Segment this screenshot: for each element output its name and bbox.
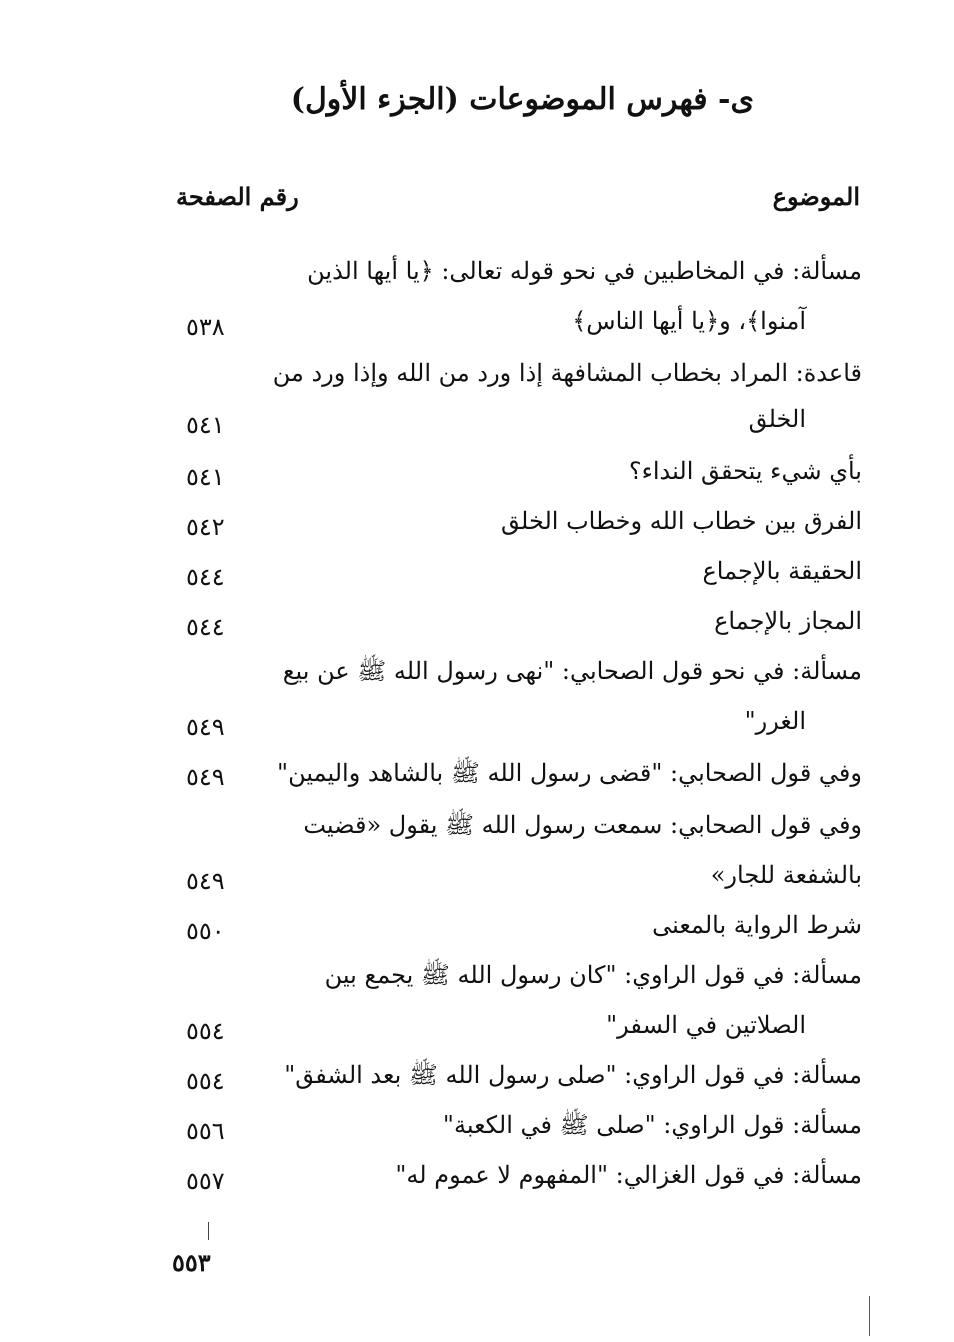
entry-line: قاعدة: المراد بخطاب المشافهة إذا ورد من الله وإذا ورد من — [272, 359, 862, 387]
entry-page-number: ٥٤٩ — [186, 713, 225, 741]
scan-mark — [208, 1222, 209, 1240]
entry-line: مسألة: في قول الراوي: "صلى رسول الله ﷺ بعد الشفق" — [284, 1061, 862, 1089]
entry-line: الحقيقة بالإجماع — [702, 557, 862, 585]
entry-line: مسألة: في المخاطبين في نحو قوله تعالى: ﴿يا أيها الذين — [307, 257, 862, 285]
entry-line: مسألة: في قول الراوي: "كان رسول الله ﷺ يجمع بين — [324, 961, 862, 989]
entry-page-number: ٥٤٢ — [186, 513, 225, 541]
entry-page-number: ٥٣٨ — [186, 313, 225, 341]
entry-page-number: ٥٤٩ — [186, 763, 225, 791]
entry-line: آمنوا﴾، و﴿يا أيها الناس﴾ — [572, 307, 806, 335]
entry-page-number: ٥٥٦ — [186, 1117, 225, 1145]
column-header-topic: الموضوع — [772, 182, 860, 211]
entry-line: الخلق — [748, 405, 806, 433]
entry-page-number: ٥٥٧ — [186, 1167, 225, 1195]
entry-line: الفرق بين خطاب الله وخطاب الخلق — [501, 507, 862, 535]
entry-line: الغرر" — [744, 707, 806, 735]
entry-line: مسألة: في نحو قول الصحابي: "نهى رسول الله ﷺ عن بيع — [282, 657, 862, 685]
entry-page-number: ٥٤٩ — [186, 867, 225, 895]
entry-page-number: ٥٤١ — [186, 463, 225, 491]
folio-page-number: ٥٥٣ — [172, 1248, 211, 1277]
entry-line: شرط الرواية بالمعنى — [652, 911, 862, 939]
column-header-page: رقم الصفحة — [176, 182, 299, 211]
page-title: ى- فهرس الموضوعات (الجزء الأول) — [290, 82, 754, 117]
entry-line: بالشفعة للجار» — [710, 861, 862, 889]
entry-page-number: ٥٥٠ — [186, 917, 225, 945]
entry-page-number: ٥٤١ — [186, 411, 225, 439]
scan-mark — [869, 1296, 870, 1336]
entry-line: الصلاتين في السفر" — [606, 1011, 806, 1039]
entry-page-number: ٥٤٤ — [186, 613, 225, 641]
entry-page-number: ٥٤٤ — [186, 563, 225, 591]
entry-page-number: ٥٥٤ — [186, 1067, 225, 1095]
entry-line: مسألة: في قول الغزالي: "المفهوم لا عموم له" — [395, 1161, 862, 1189]
entry-page-number: ٥٥٤ — [186, 1017, 225, 1045]
entry-line: مسألة: قول الراوي: "صلى ﷺ في الكعبة" — [442, 1111, 862, 1139]
entry-line: وفي قول الصحابي: سمعت رسول الله ﷺ يقول «قضيت — [303, 811, 862, 839]
entry-line: وفي قول الصحابي: "قضى رسول الله ﷺ بالشاهد واليمين" — [277, 759, 862, 787]
entry-line: بأي شيء يتحقق النداء؟ — [628, 457, 862, 485]
entry-line: المجاز بالإجماع — [714, 607, 862, 635]
